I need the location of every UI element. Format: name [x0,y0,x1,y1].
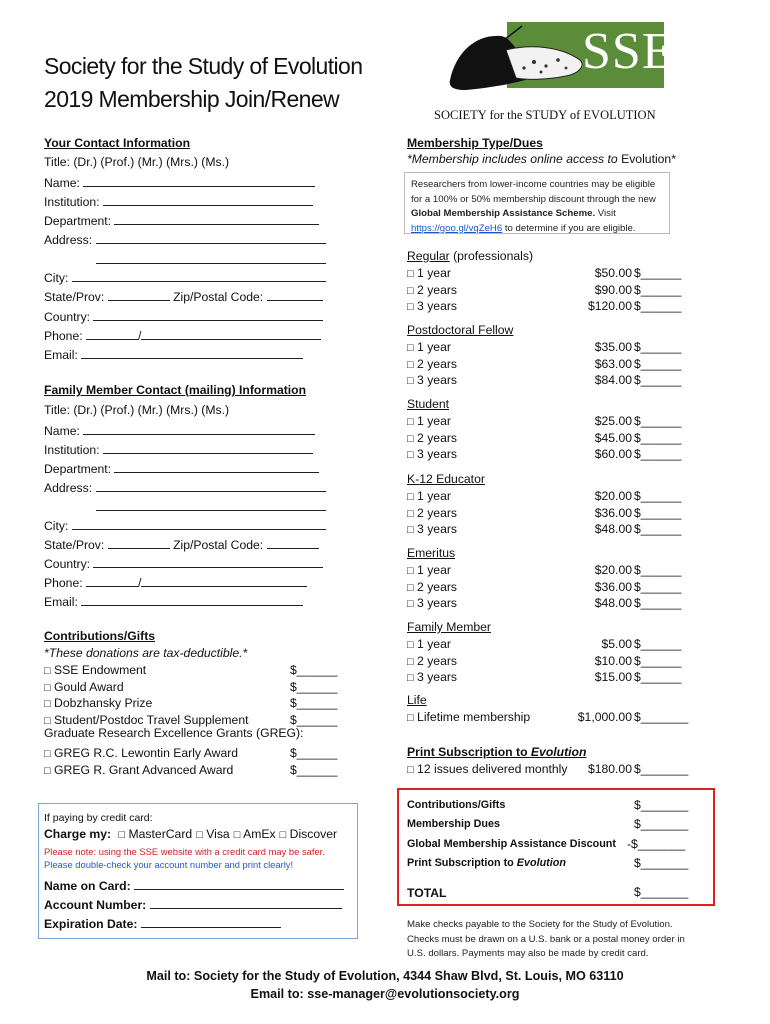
greg-option[interactable] [44,763,233,777]
logo-text: SSE [582,23,675,80]
checkbox-icon[interactable]: □ [407,341,414,354]
membership-blank[interactable]: $______ [634,505,682,520]
totals-print-value[interactable]: $_______ [634,856,689,870]
membership-price: $5.00 [601,636,632,651]
cc-option-label: AmEx [243,827,276,841]
membership-option[interactable] [407,414,451,428]
family-city-field[interactable] [44,517,326,533]
membership-price: $36.00 [594,579,632,594]
membership-option[interactable] [407,506,457,520]
membership-price: $90.00 [594,282,632,297]
print-sub-heading-em: Evolution [530,745,587,759]
membership-term: 1 year [417,265,451,280]
email-label: Email: [44,348,78,362]
greg-amount[interactable]: $______ [290,746,338,760]
membership-price: $48.00 [594,522,632,537]
checkbox-icon[interactable]: □ [407,284,414,297]
family-phone-field[interactable] [44,574,307,590]
category-name: Postdoctoral Fellow [407,323,514,337]
checkbox-icon[interactable]: □ [407,449,414,462]
checks-note-line1: Make checks payable to the Society for the Study of Evolution. [407,919,673,930]
life-heading: Life [407,693,427,707]
checkbox-icon[interactable]: □ [407,638,414,651]
checkbox-icon[interactable]: □ [279,829,287,841]
name-on-card-label: Name on Card: [44,879,131,893]
info-bold: Global Membership Assistance Scheme. [411,208,596,219]
membership-note-post: Evolution* [621,152,676,166]
contact-name-field[interactable] [44,174,315,190]
total-value[interactable]: $_______ [634,885,689,899]
membership-term: 1 year [417,339,451,354]
checkbox-icon[interactable]: □ [407,764,414,776]
checkbox-icon[interactable]: □ [407,581,414,594]
membership-term: 3 years [417,447,458,462]
contact-phone-field[interactable] [44,327,321,343]
membership-option[interactable] [407,431,457,445]
family-country-field[interactable] [44,555,323,571]
sse-logo [434,22,675,122]
address-label: Address: [44,481,93,495]
category-name: Regular [407,249,450,263]
family-email-field[interactable] [44,593,303,609]
membership-term: 1 year [417,562,451,577]
membership-option[interactable] [407,447,457,461]
membership-price: $10.00 [594,653,632,668]
membership-term: 2 years [417,430,458,445]
expiration-label: Expiration Date: [44,917,138,931]
checkbox-icon[interactable]: □ [407,524,414,537]
contribution-amount[interactable]: $______ [290,712,338,727]
cc-option-discover[interactable] [280,827,337,841]
membership-blank[interactable]: $______ [634,522,682,537]
membership-price: $60.00 [594,447,632,462]
category-name: K-12 Educator [407,472,485,486]
print-sub-option[interactable] [407,762,567,776]
checkbox-icon[interactable]: □ [407,432,414,445]
membership-option[interactable] [407,596,457,610]
checkbox-icon[interactable]: □ [407,655,414,668]
membership-blank[interactable]: $______ [634,430,682,445]
name-label: Name: [44,176,80,190]
phone-label: Phone: [44,329,83,343]
print-sub-price: $180.00 [587,762,632,776]
family-address-field[interactable] [44,479,326,495]
city-label: City: [44,519,69,533]
state-label: State/Prov: [44,290,105,304]
membership-term: 1 year [417,488,451,503]
membership-blank[interactable]: $______ [634,562,682,577]
membership-term: 3 years [417,596,458,611]
membership-option[interactable] [407,357,457,371]
membership-term: 1 year [417,413,451,428]
assistance-info-box [404,172,670,234]
checkbox-icon[interactable]: □ [44,681,51,694]
life-option[interactable] [407,710,530,724]
total-label: TOTAL [407,886,447,900]
cc-warning: Please note: using the SSE website with a credit card may be safer. [44,846,325,857]
checkbox-icon[interactable]: □ [407,301,414,314]
membership-blank[interactable]: $______ [634,579,682,594]
membership-blank[interactable]: $______ [634,596,682,611]
info-visit: Visit [595,208,616,219]
email-label: Email: [44,595,78,609]
contribution-label: Gould Award [54,679,124,694]
membership-term: 3 years [417,373,458,388]
checkbox-icon[interactable]: □ [233,829,241,841]
membership-option[interactable] [407,654,457,668]
contact-institution-field[interactable] [44,193,313,209]
category-name: Emeritus [407,546,456,560]
membership-category-heading [407,620,491,634]
membership-option[interactable] [407,522,457,536]
contribution-option[interactable] [44,696,152,710]
membership-blank[interactable]: $______ [634,265,682,280]
totals-print-pre: Print Subscription to [407,857,517,869]
membership-price: $50.00 [594,265,632,280]
checkbox-icon[interactable]: □ [407,267,414,280]
contact-address-field[interactable] [44,231,326,247]
membership-blank[interactable]: $______ [634,488,682,503]
membership-term: 3 years [417,299,458,314]
membership-price: $25.00 [594,413,632,428]
totals-print-em: Evolution [516,857,566,869]
contact-heading: Your Contact Information [44,136,191,150]
cc-account-field[interactable] [44,896,342,912]
membership-blank[interactable]: $______ [634,282,682,297]
life-label: Lifetime membership [417,710,531,724]
contact-city-field[interactable] [44,269,326,285]
cc-charge-row [44,827,337,841]
checkbox-icon[interactable]: □ [44,698,51,711]
family-address-line2[interactable] [96,498,326,514]
totals-dues-value[interactable]: $_______ [634,817,689,831]
membership-blank[interactable]: $______ [634,653,682,668]
checkbox-icon[interactable]: □ [407,358,414,371]
membership-blank[interactable]: $______ [634,636,682,651]
contact-country-field[interactable] [44,308,323,324]
contribution-amount[interactable]: $______ [290,679,338,694]
membership-price: $15.00 [594,670,632,685]
phone-separator: / [138,576,142,590]
membership-term: 3 years [417,670,458,685]
checks-note-line2: Checks must be drawn on a U.S. bank or a postal money order in [407,933,685,945]
checkbox-icon[interactable]: □ [196,829,203,841]
membership-option[interactable] [407,670,457,684]
checkbox-icon[interactable]: □ [407,507,414,520]
zip-label: Zip/Postal Code: [173,290,264,304]
membership-note [407,152,676,166]
membership-option[interactable] [407,637,451,651]
family-title: Title: (Dr.) (Prof.) (Mr.) (Mrs.) (Ms.) [44,403,230,417]
checkbox-icon[interactable]: □ [44,765,51,777]
print-sub-blank[interactable]: $_______ [634,762,689,776]
checks-note [407,918,685,962]
print-sub-heading-pre: Print Subscription to [407,745,531,759]
logo-subtitle: SOCIETY for the STUDY of EVOLUTION [434,108,656,122]
cc-option-mastercard[interactable] [118,827,192,841]
membership-price: $20.00 [594,488,632,503]
contact-state-field[interactable] [44,288,323,304]
footer-mail: Mail to: Society for the Study of Evolution, 4344 Shaw Blvd, St. Louis, MO 63110 [146,969,624,983]
department-label: Department: [44,462,112,476]
totals-contrib-label: Contributions/Gifts [407,799,506,811]
greg-label: GREG R. Grant Advanced Award [54,763,234,777]
checkbox-icon[interactable]: □ [118,829,126,841]
checkbox-icon[interactable]: □ [407,598,414,611]
totals-dues-label: Membership Dues [407,818,500,830]
checkbox-icon[interactable]: □ [407,375,414,388]
membership-option[interactable] [407,299,457,313]
cc-option-amex[interactable] [234,827,276,841]
contribution-label: Student/Postdoc Travel Supplement [54,712,249,727]
membership-option[interactable] [407,266,451,280]
cc-check-note: Please double-check your account number and print clearly! [44,859,294,870]
cc-option-label: Visa [206,827,230,841]
membership-option[interactable] [407,373,457,387]
checkbox-icon[interactable]: □ [407,672,414,685]
checkbox-icon[interactable]: □ [44,748,51,760]
checkbox-icon[interactable]: □ [407,415,414,428]
family-name-field[interactable] [44,422,315,438]
membership-blank[interactable]: $______ [634,356,682,371]
greg-label: GREG R.C. Lewontin Early Award [54,746,239,760]
membership-heading: Membership Type/Dues [407,136,543,150]
membership-note-pre: *Membership includes online access to [407,152,622,166]
contribution-label: Dobzhansky Prize [54,696,153,711]
family-department-field[interactable] [44,460,319,476]
checkbox-icon[interactable]: □ [44,714,51,727]
info-line2: for a 100% or 50% membership discount through the new [411,193,656,205]
address-label: Address: [44,233,93,247]
contact-title: Title: (Dr.) (Prof.) (Mr.) (Mrs.) (Ms.) [44,155,230,169]
contribution-label: SSE Endowment [54,663,147,677]
contributions-note: *These donations are tax-deductible.* [44,646,248,660]
zip-label: Zip/Postal Code: [173,538,264,552]
contribution-option[interactable] [44,713,249,727]
contribution-option[interactable] [44,680,124,694]
membership-price: $36.00 [594,505,632,520]
membership-blank[interactable]: $______ [634,670,682,685]
membership-category-heading [407,472,485,486]
contribution-amount[interactable]: $______ [290,663,338,677]
contact-department-field[interactable] [44,212,319,228]
membership-blank[interactable]: $______ [634,299,682,314]
info-line1: Researchers from lower-income countries may be eligible [411,179,656,190]
page-subtitle: 2019 Membership Join/Renew [44,86,340,112]
membership-category-heading [407,323,513,337]
checkbox-icon[interactable]: □ [44,665,51,677]
checkbox-icon[interactable]: □ [407,564,414,577]
contact-address-line2[interactable] [96,251,326,267]
membership-category-heading [407,397,449,411]
checkbox-icon[interactable]: □ [407,490,414,503]
membership-price: $120.00 [587,299,632,314]
checks-note-line3: U.S. dollars. Payments may also be made by credit card. [407,948,649,959]
membership-term: 3 years [417,522,458,537]
life-price: $1,000.00 [577,710,632,724]
family-heading: Family Member Contact (mailing) Information [44,383,307,397]
contribution-option[interactable] [44,663,146,677]
membership-price: $63.00 [594,356,632,371]
membership-option[interactable] [407,580,457,594]
print-sub-heading [407,745,586,759]
greg-option[interactable] [44,746,238,760]
membership-price: $35.00 [594,339,632,354]
membership-term: 2 years [417,282,458,297]
membership-price: $48.00 [594,596,632,611]
contact-email-field[interactable] [44,346,303,362]
membership-term: 2 years [417,579,458,594]
checkbox-icon[interactable]: □ [407,712,414,724]
totals-discount-value[interactable]: -$_______ [627,837,686,851]
category-suffix: (professionals) [449,249,534,263]
country-label: Country: [44,557,91,571]
membership-blank[interactable]: $______ [634,373,682,388]
footer-email[interactable]: Email to: sse-manager@evolutionsociety.org [250,987,520,1001]
name-label: Name: [44,424,80,438]
membership-option[interactable] [407,489,451,503]
institution-label: Institution: [44,195,100,209]
membership-category-heading [407,249,533,263]
membership-term: 2 years [417,505,458,520]
life-blank[interactable]: $_______ [634,710,689,724]
membership-option[interactable] [407,563,451,577]
phone-separator: / [138,329,142,343]
membership-blank[interactable]: $______ [634,447,682,462]
totals-contrib-value[interactable]: $_______ [634,798,689,812]
state-label: State/Prov: [44,538,105,552]
cc-intro: If paying by credit card: [44,812,153,824]
membership-price: $45.00 [594,430,632,445]
cc-name-field[interactable] [44,877,344,893]
cc-option-visa[interactable] [196,827,230,841]
membership-blank[interactable]: $______ [634,413,682,428]
assistance-link[interactable]: https://goo.gl/vqZeH6 [411,222,503,234]
contributions-heading: Contributions/Gifts [44,629,156,643]
phone-label: Phone: [44,576,83,590]
membership-term: 2 years [417,356,458,371]
cc-option-label: MasterCard [128,827,193,841]
cc-expiration-field[interactable] [44,915,281,931]
city-label: City: [44,271,69,285]
account-number-label: Account Number: [44,898,147,912]
membership-term: 2 years [417,653,458,668]
category-name: Family Member [407,620,491,634]
membership-price: $84.00 [594,373,632,388]
page-title: Society for the Study of Evolution [44,53,363,79]
membership-option[interactable] [407,340,451,354]
print-sub-label: 12 issues delivered monthly [417,762,568,776]
totals-discount-label: Global Membership Assistance Discount [407,838,616,850]
greg-heading: Graduate Research Excellence Grants (GREG): [44,726,304,740]
family-state-field[interactable] [44,536,319,552]
greg-amount[interactable]: $______ [290,763,338,777]
membership-option[interactable] [407,283,457,297]
department-label: Department: [44,214,112,228]
membership-blank[interactable]: $______ [634,339,682,354]
membership-term: 1 year [417,636,451,651]
institution-label: Institution: [44,443,100,457]
totals-print-label [407,857,566,869]
cc-option-label: Discover [289,827,338,841]
contribution-amount[interactable]: $______ [290,696,338,711]
membership-category-heading [407,546,455,560]
category-name: Student [407,397,450,411]
country-label: Country: [44,310,91,324]
charge-label: Charge my: [44,827,112,841]
family-institution-field[interactable] [44,441,313,457]
info-tail: to determine if you are eligible. [502,222,636,234]
membership-price: $20.00 [594,562,632,577]
